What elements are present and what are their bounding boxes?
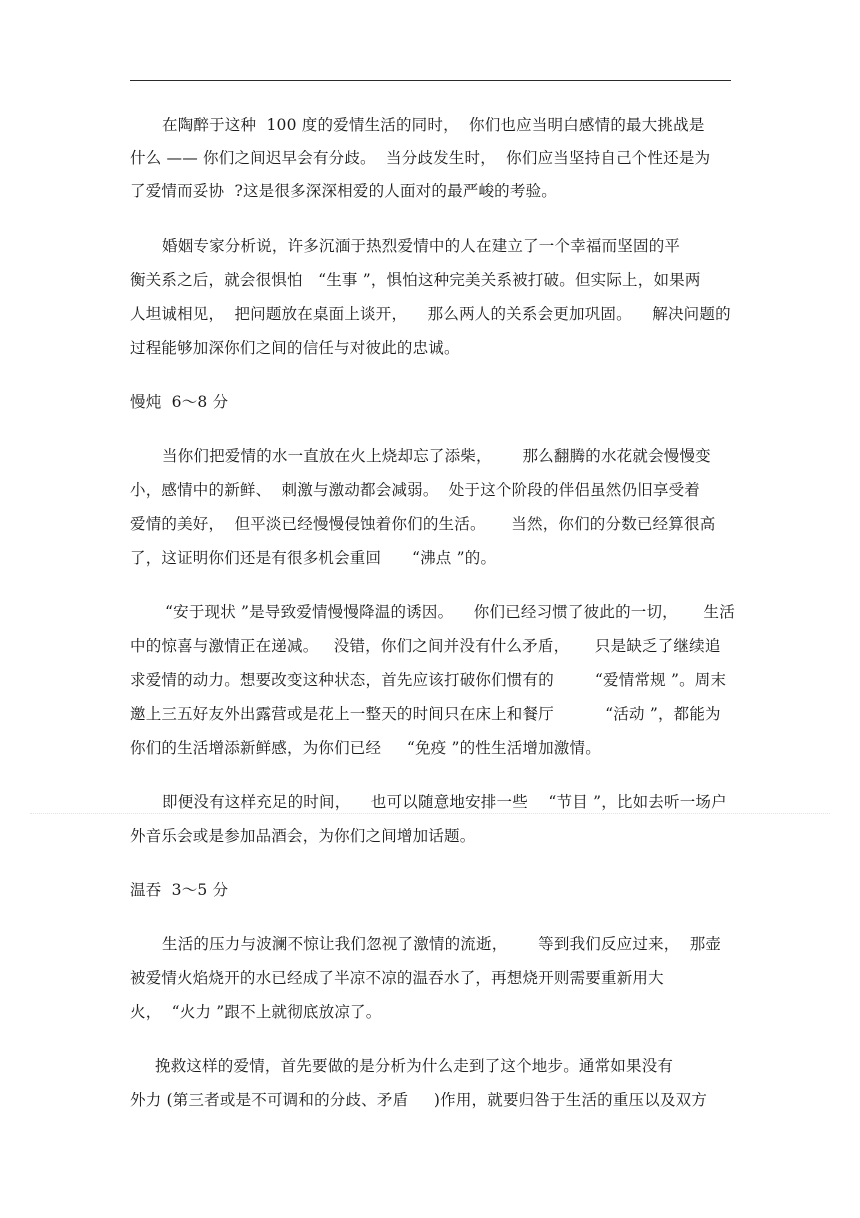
section-heading: 慢炖 6～8 分	[130, 393, 229, 411]
text-line: 中的惊喜与激情正在递减。 没错，你们之间并没有什么矛盾， 只是缺乏了继续追	[130, 637, 721, 655]
text-line: 火， “火力 ”跟不上就彻底放凉了。	[130, 1003, 382, 1021]
text-line: 外力 (第三者或是不可调和的分歧、矛盾 )作用，就要归咎于生活的重压以及双方	[130, 1091, 708, 1109]
text-line: “安于现状 ”是导致爱情慢慢降温的诱因。 你们已经习惯了彼此的一切， 生活	[165, 603, 735, 621]
text-line: 人坦诚相见， 把问题放在桌面上谈开， 那么两人的关系会更加巩固。 解决问题的	[130, 305, 731, 323]
text-line: 在陶醉于这种 100 度的爱情生活的同时， 你们也应当明白感情的最大挑战是	[162, 116, 705, 134]
text-line: 被爱情火焰烧开的水已经成了半凉不凉的温吞水了，再想烧开则需要重新用大	[130, 969, 664, 987]
text-line: 小，感情中的新鲜、 刺激与激动都会减弱。 处于这个阶段的伴侣虽然仍旧享受着	[130, 481, 701, 499]
text-line: 婚姻专家分析说，许多沉湎于热烈爱情中的人在建立了一个幸福而坚固的平	[162, 237, 681, 255]
text-line: 你们的生活增添新鲜感，为你们已经 “免疫 ”的性生活增加激情。	[130, 739, 601, 757]
text-line: 了爱情而妥协 ?这是很多深深相爱的人面对的最严峻的考验。	[130, 182, 557, 200]
text-line: 过程能够加深你们之间的信任与对彼此的忠诚。	[130, 339, 460, 357]
text-line: 衡关系之后，就会很惧怕 “生事 ”，惧怕这种完美关系被打破。但实际上，如果两	[130, 271, 701, 289]
text-line: 生活的压力与波澜不惊让我们忽视了激情的流逝， 等到我们反应过来， 那壶	[162, 935, 722, 953]
text-line: 了，这证明你们还是有很多机会重回 “沸点 ”的。	[130, 549, 497, 567]
text-line: 外音乐会或是参加品酒会，为你们之间增加话题。	[130, 827, 476, 845]
text-line: 当你们把爱情的水一直放在火上烧却忘了添柴， 那么翻腾的水花就会慢慢变	[162, 447, 711, 465]
text-line: 求爱情的动力。想要改变这种状态，首先应该打破你们惯有的 “爱情常规 ”。周末	[130, 671, 727, 689]
text-line: 邀上三五好友外出露营或是花上一整天的时间只在床上和餐厅 “活动 ”，都能为	[130, 705, 721, 723]
text-line: 挽救这样的爱情，首先要做的是分析为什么走到了这个地步。通常如果没有	[155, 1057, 674, 1075]
text-line: 什么 —— 你们之间迟早会有分歧。 当分歧发生时， 你们应当坚持自己个性还是为	[130, 149, 711, 167]
text-line: 爱情的美好， 但平淡已经慢慢侵蚀着你们的生活。 当然，你们的分数已经算很高	[130, 515, 716, 533]
section-heading: 温吞 3～5 分	[130, 881, 229, 899]
text-line: 即便没有这样充足的时间， 也可以随意地安排一些 “节目 ”，比如去听一场户	[162, 793, 727, 811]
